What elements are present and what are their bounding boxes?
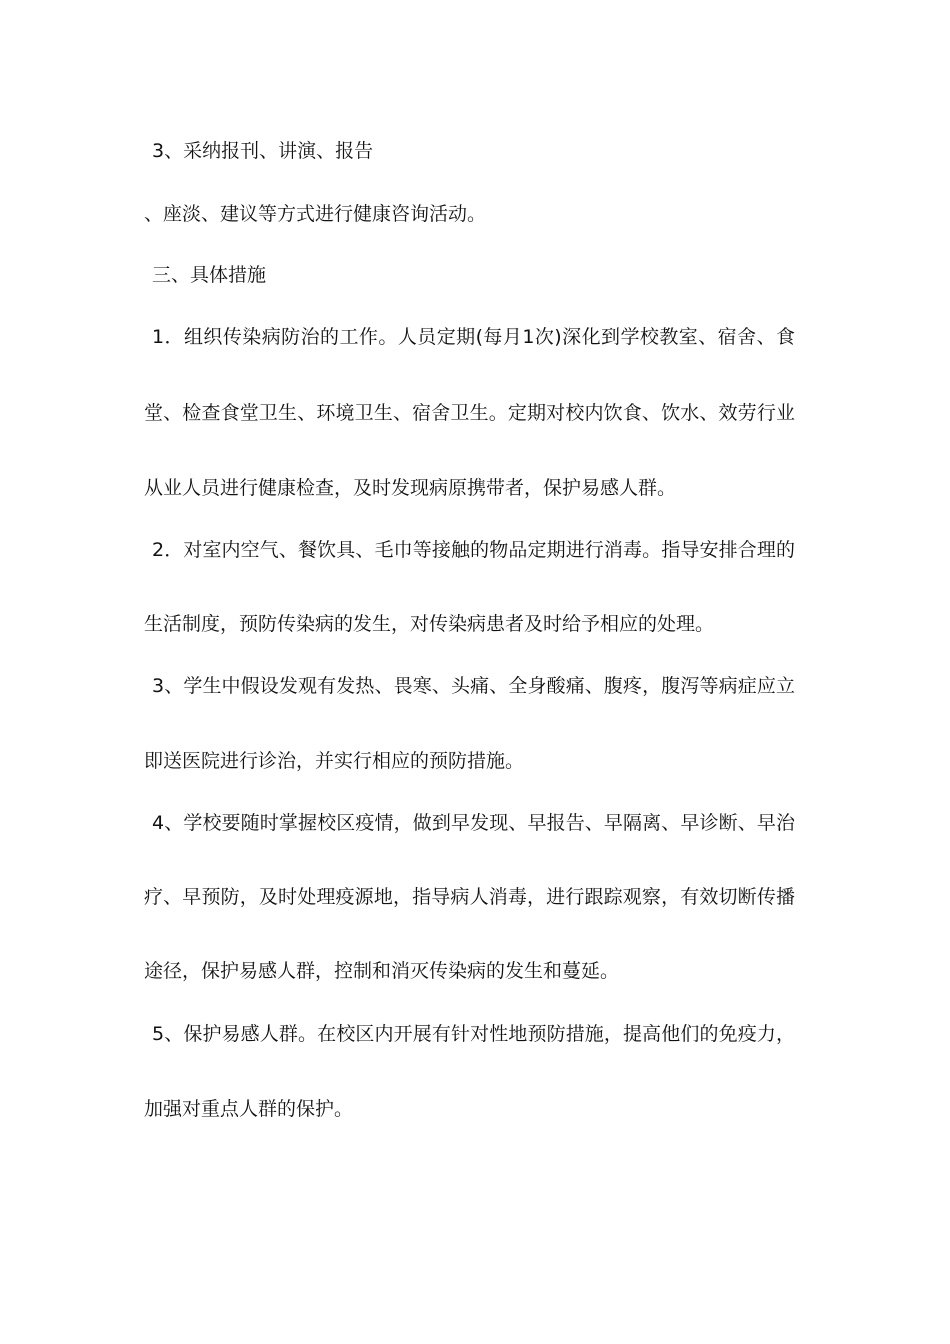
text-line-10: 即送医院进行诊治，并实行相应的预防措施。 bbox=[144, 750, 525, 772]
text-line-1: 3、采纳报刊、讲演、报告 bbox=[152, 140, 374, 162]
text-line-4: 1．组织传染病防治的工作。人员定期(每月1次)深化到学校教室、宿舍、食 bbox=[152, 326, 795, 348]
text-line-14: 5、保护易感人群。在校区内开展有针对性地预防措施，提高他们的免疫力， bbox=[152, 1023, 795, 1045]
text-line-8: 生活制度，预防传染病的发生，对传染病患者及时给予相应的处理。 bbox=[144, 613, 715, 635]
text-line-7: 2．对室内空气、餐饮具、毛巾等接触的物品定期进行消毒。指导安排合理的 bbox=[152, 539, 795, 561]
text-line-12: 疗、早预防，及时处理疫源地，指导病人消毒，进行跟踪观察，有效切断传播 bbox=[144, 886, 795, 908]
text-line-13: 途径，保护易感人群，控制和消灭传染病的发生和蔓延。 bbox=[144, 960, 620, 982]
section-heading: 三、具体措施 bbox=[152, 264, 267, 286]
text-line-11: 4、学校要随时掌握校区疫情，做到早发现、早报告、早隔离、早诊断、早治 bbox=[152, 812, 795, 834]
text-line-15: 加强对重点人群的保护。 bbox=[144, 1098, 354, 1120]
text-line-5: 堂、检查食堂卫生、环境卫生、宿舍卫生。定期对校内饮食、饮水、效劳行业 bbox=[144, 402, 795, 424]
text-line-9: 3、学生中假设发观有发热、畏寒、头痛、全身酸痛、腹疼，腹泻等病症应立 bbox=[152, 675, 795, 697]
text-line-6: 从业人员进行健康检查，及时发现病原携带者，保护易感人群。 bbox=[144, 477, 677, 499]
text-line-2: 、座淡、建议等方式进行健康咨询活动。 bbox=[144, 203, 487, 225]
